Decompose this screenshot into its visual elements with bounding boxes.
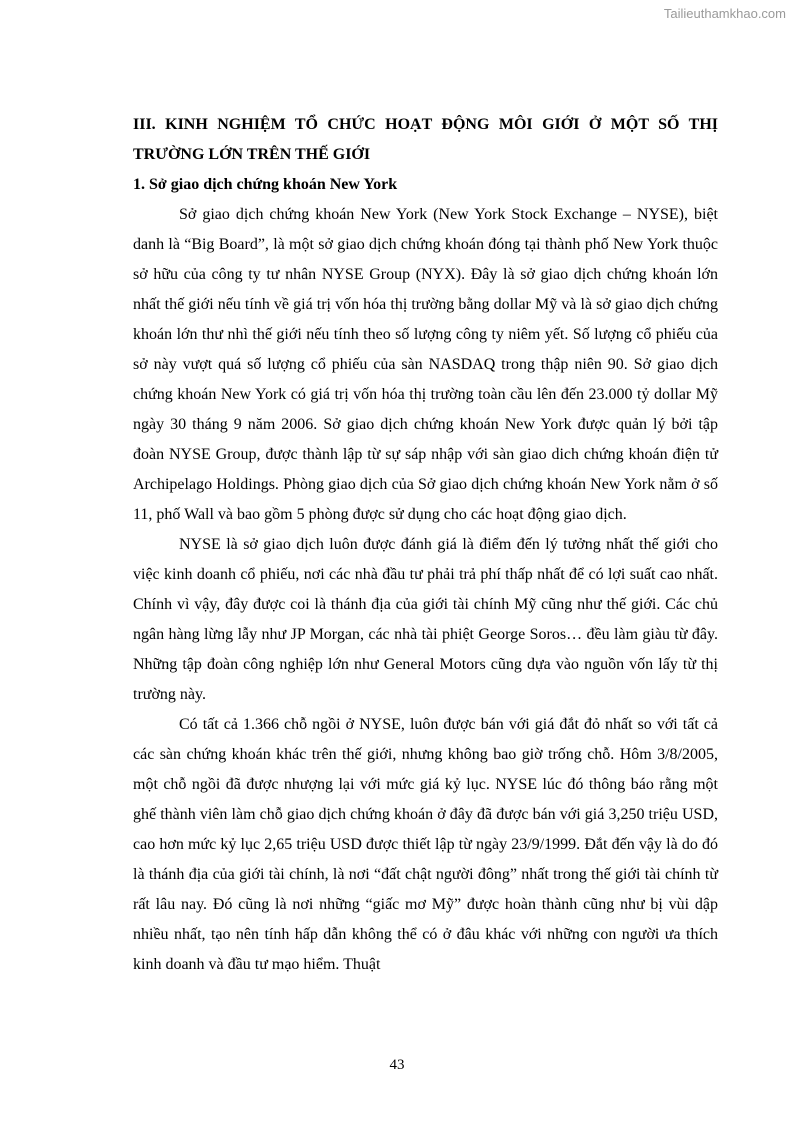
subsection-heading: 1. Sở giao dịch chứng khoán New York: [133, 176, 398, 193]
paragraph: Có tất cả 1.366 chỗ ngồi ở NYSE, luôn được bán với giá đắt đỏ nhất so với tất cả các sàn chứng khoán khác trên thế giới, nhưng không bao giờ trống chỗ. Hôm 3/8/2005, một chỗ ngồi đã được nhượng lại với mức giá kỷ lục. NYSE lúc đó thông báo rằng một ghế thành viên làm chỗ giao dịch chứng khoán ở đây đã được bán với giá 3,250 triệu USD, cao hơn mức kỷ lục 2,65 triệu USD được thiết lập từ ngày 23/9/1999. Đắt đến vậy là do đó là thánh địa của giới tài chính, là nơi “đất chật người đông” nhất trong thế giới tài chính từ rất lâu nay. Đó cũng là nơi những “giấc mơ Mỹ” được hoàn thành cũng như bị vùi dập nhiều nhất, tạo nên tính hấp dẫn không thể có ở đâu khác với những con người ưa thích kinh doanh và đầu tư mạo hiểm. Thuật: [133, 716, 718, 973]
paragraph: NYSE là sở giao dịch luôn được đánh giá là điểm đến lý tưởng nhất thế giới cho việc kinh doanh cổ phiếu, nơi các nhà đầu tư phải trả phí thấp nhất để có lợi suất cao nhất. Chính vì vậy, đây được coi là thánh địa của giới tài chính Mỹ cũng như thế giới. Các chủ ngân hàng lừng lẫy như JP Morgan, các nhà tài phiệt George Soros… đều làm giàu từ đây. Những tập đoàn công nghiệp lớn như General Motors cũng dựa vào nguồn vốn lấy từ thị trường này.: [133, 536, 718, 703]
page-number: 43: [389, 1057, 405, 1073]
paragraph: Sở giao dịch chứng khoán New York (New York Stock Exchange – NYSE), biệt danh là “Big Board”, là một sở giao dịch chứng khoán đóng tại thành phố New York thuộc sở hữu của công ty tư nhân NYSE Group (NYX). Đây là sở giao dịch chứng khoán lớn nhất thế giới nếu tính về giá trị vốn hóa thị trường bằng dollar Mỹ và là sở giao dịch chứng khoán lớn thư nhì thế giới nếu tính theo số lượng công ty niêm yết. Số lượng cổ phiếu của sở này vượt quá số lượng cổ phiếu của sàn NASDAQ trong thập niên 90. Sở giao dịch chứng khoán New York có giá trị vốn hóa thị trường toàn cầu lên đến 23.000 tỷ dollar Mỹ ngày 30 tháng 9 năm 2006. Sở giao dịch chứng khoán New York được quản lý bởi tập đoàn NYSE Group, được thành lập từ sự sáp nhập với sàn giao dich chứng khoán điện tử Archipelago Holdings. Phòng giao dịch của Sở giao dịch chứng khoán New York nằm ở số 11, phố Wall và bao gồm 5 phòng được sử dụng cho các hoạt động giao dịch.: [133, 206, 718, 523]
section-heading: III. KINH NGHIỆM TỔ CHỨC HOẠT ĐỘNG MÔI GIỚI Ở MỘT SỐ THỊ TRƯỜNG LỚN TRÊN THẾ GIỚI: [133, 116, 718, 163]
watermark: Tailieuthamkhao.com: [663, 6, 786, 21]
page-content: [133, 110, 718, 980]
